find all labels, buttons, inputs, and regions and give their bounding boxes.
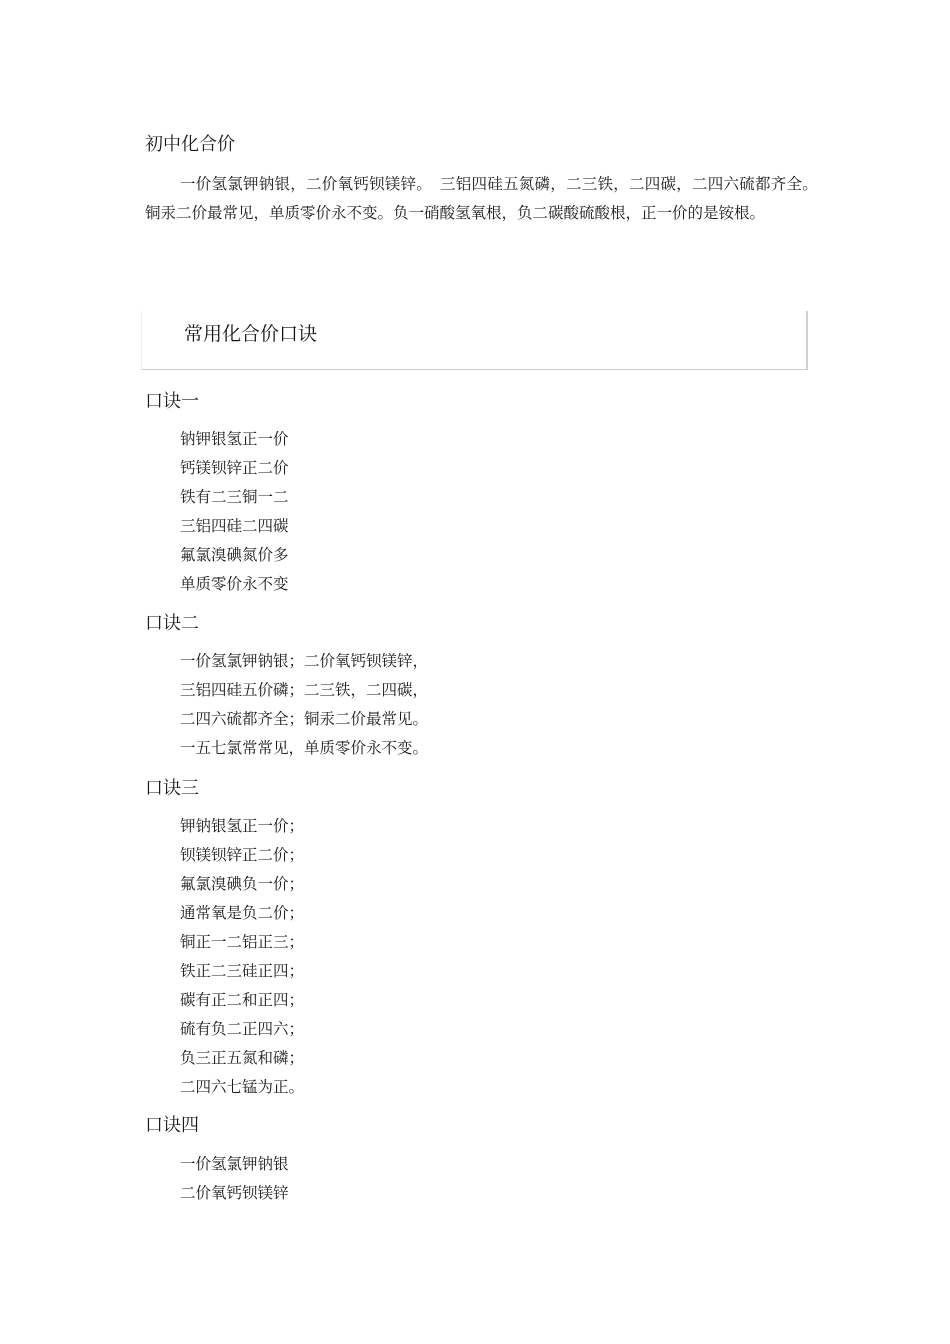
verse-line: 一五七氯常常见，单质零价永不变。 (180, 739, 429, 757)
section-title: 常用化合价口诀 (184, 323, 318, 345)
verse-line: 二价氧钙钡镁锌 (180, 1184, 289, 1202)
mnemonic-3-lines (180, 812, 304, 1102)
mnemonic-2-lines (180, 647, 428, 763)
verse-line: 二四六七锰为正。 (180, 1078, 305, 1096)
intro-paragraph: 一价氢氯钾钠银，二价氧钙钡镁锌。 三铝四硅五氮磷，二三铁，二四碳，二四六硫都齐全。 铜汞二价最常见，单质零价永不变。负一硝酸氢氧根，负二碳酸硫酸根，正一价的是铵根。 (145, 175, 826, 222)
section-title-box (141, 311, 808, 370)
verse-line: 钾钠银氢正一价； (180, 817, 305, 835)
verse-line: 三铝四硅二四碳 (180, 517, 289, 535)
verse-line: 硫有负二正四六； (180, 1020, 305, 1038)
verse-line: 氟氯溴碘负一价； (180, 875, 305, 893)
verse-line: 铁有二三铜一二 (180, 488, 289, 506)
mnemonic-3-heading: 口诀三 (145, 778, 199, 799)
doc-title: 初中化合价 (145, 134, 235, 155)
verse-line: 铁正二三硅正四； (180, 962, 305, 980)
mnemonic-4-lines (180, 1150, 289, 1208)
verse-line: 单质零价永不变 (180, 575, 289, 593)
verse-line: 碳有正二和正四； (180, 991, 305, 1009)
mnemonic-2-heading: 口诀二 (145, 613, 199, 634)
verse-line: 钡镁钡锌正二价； (180, 846, 305, 864)
verse-line: 一价氢氯钾钠银；二价氧钙钡镁锌， (180, 652, 429, 670)
verse-line: 一价氢氯钾钠银 (180, 1155, 289, 1173)
verse-line: 氟氯溴碘氮价多 (180, 546, 289, 564)
verse-line: 三铝四硅五价磷；二三铁，二四碳， (180, 681, 429, 699)
verse-line: 铜正一二铝正三； (180, 933, 305, 951)
verse-line: 负三正五氮和磷； (180, 1049, 305, 1067)
mnemonic-1-heading: 口诀一 (145, 391, 199, 412)
verse-line: 钠钾银氢正一价 (180, 430, 289, 448)
verse-line: 二四六硫都齐全；铜汞二价最常见。 (180, 710, 429, 728)
verse-line: 通常氧是负二价； (180, 904, 305, 922)
mnemonic-1-lines (180, 425, 289, 599)
verse-line: 钙镁钡锌正二价 (180, 459, 289, 477)
mnemonic-4-heading: 口诀四 (145, 1115, 199, 1136)
